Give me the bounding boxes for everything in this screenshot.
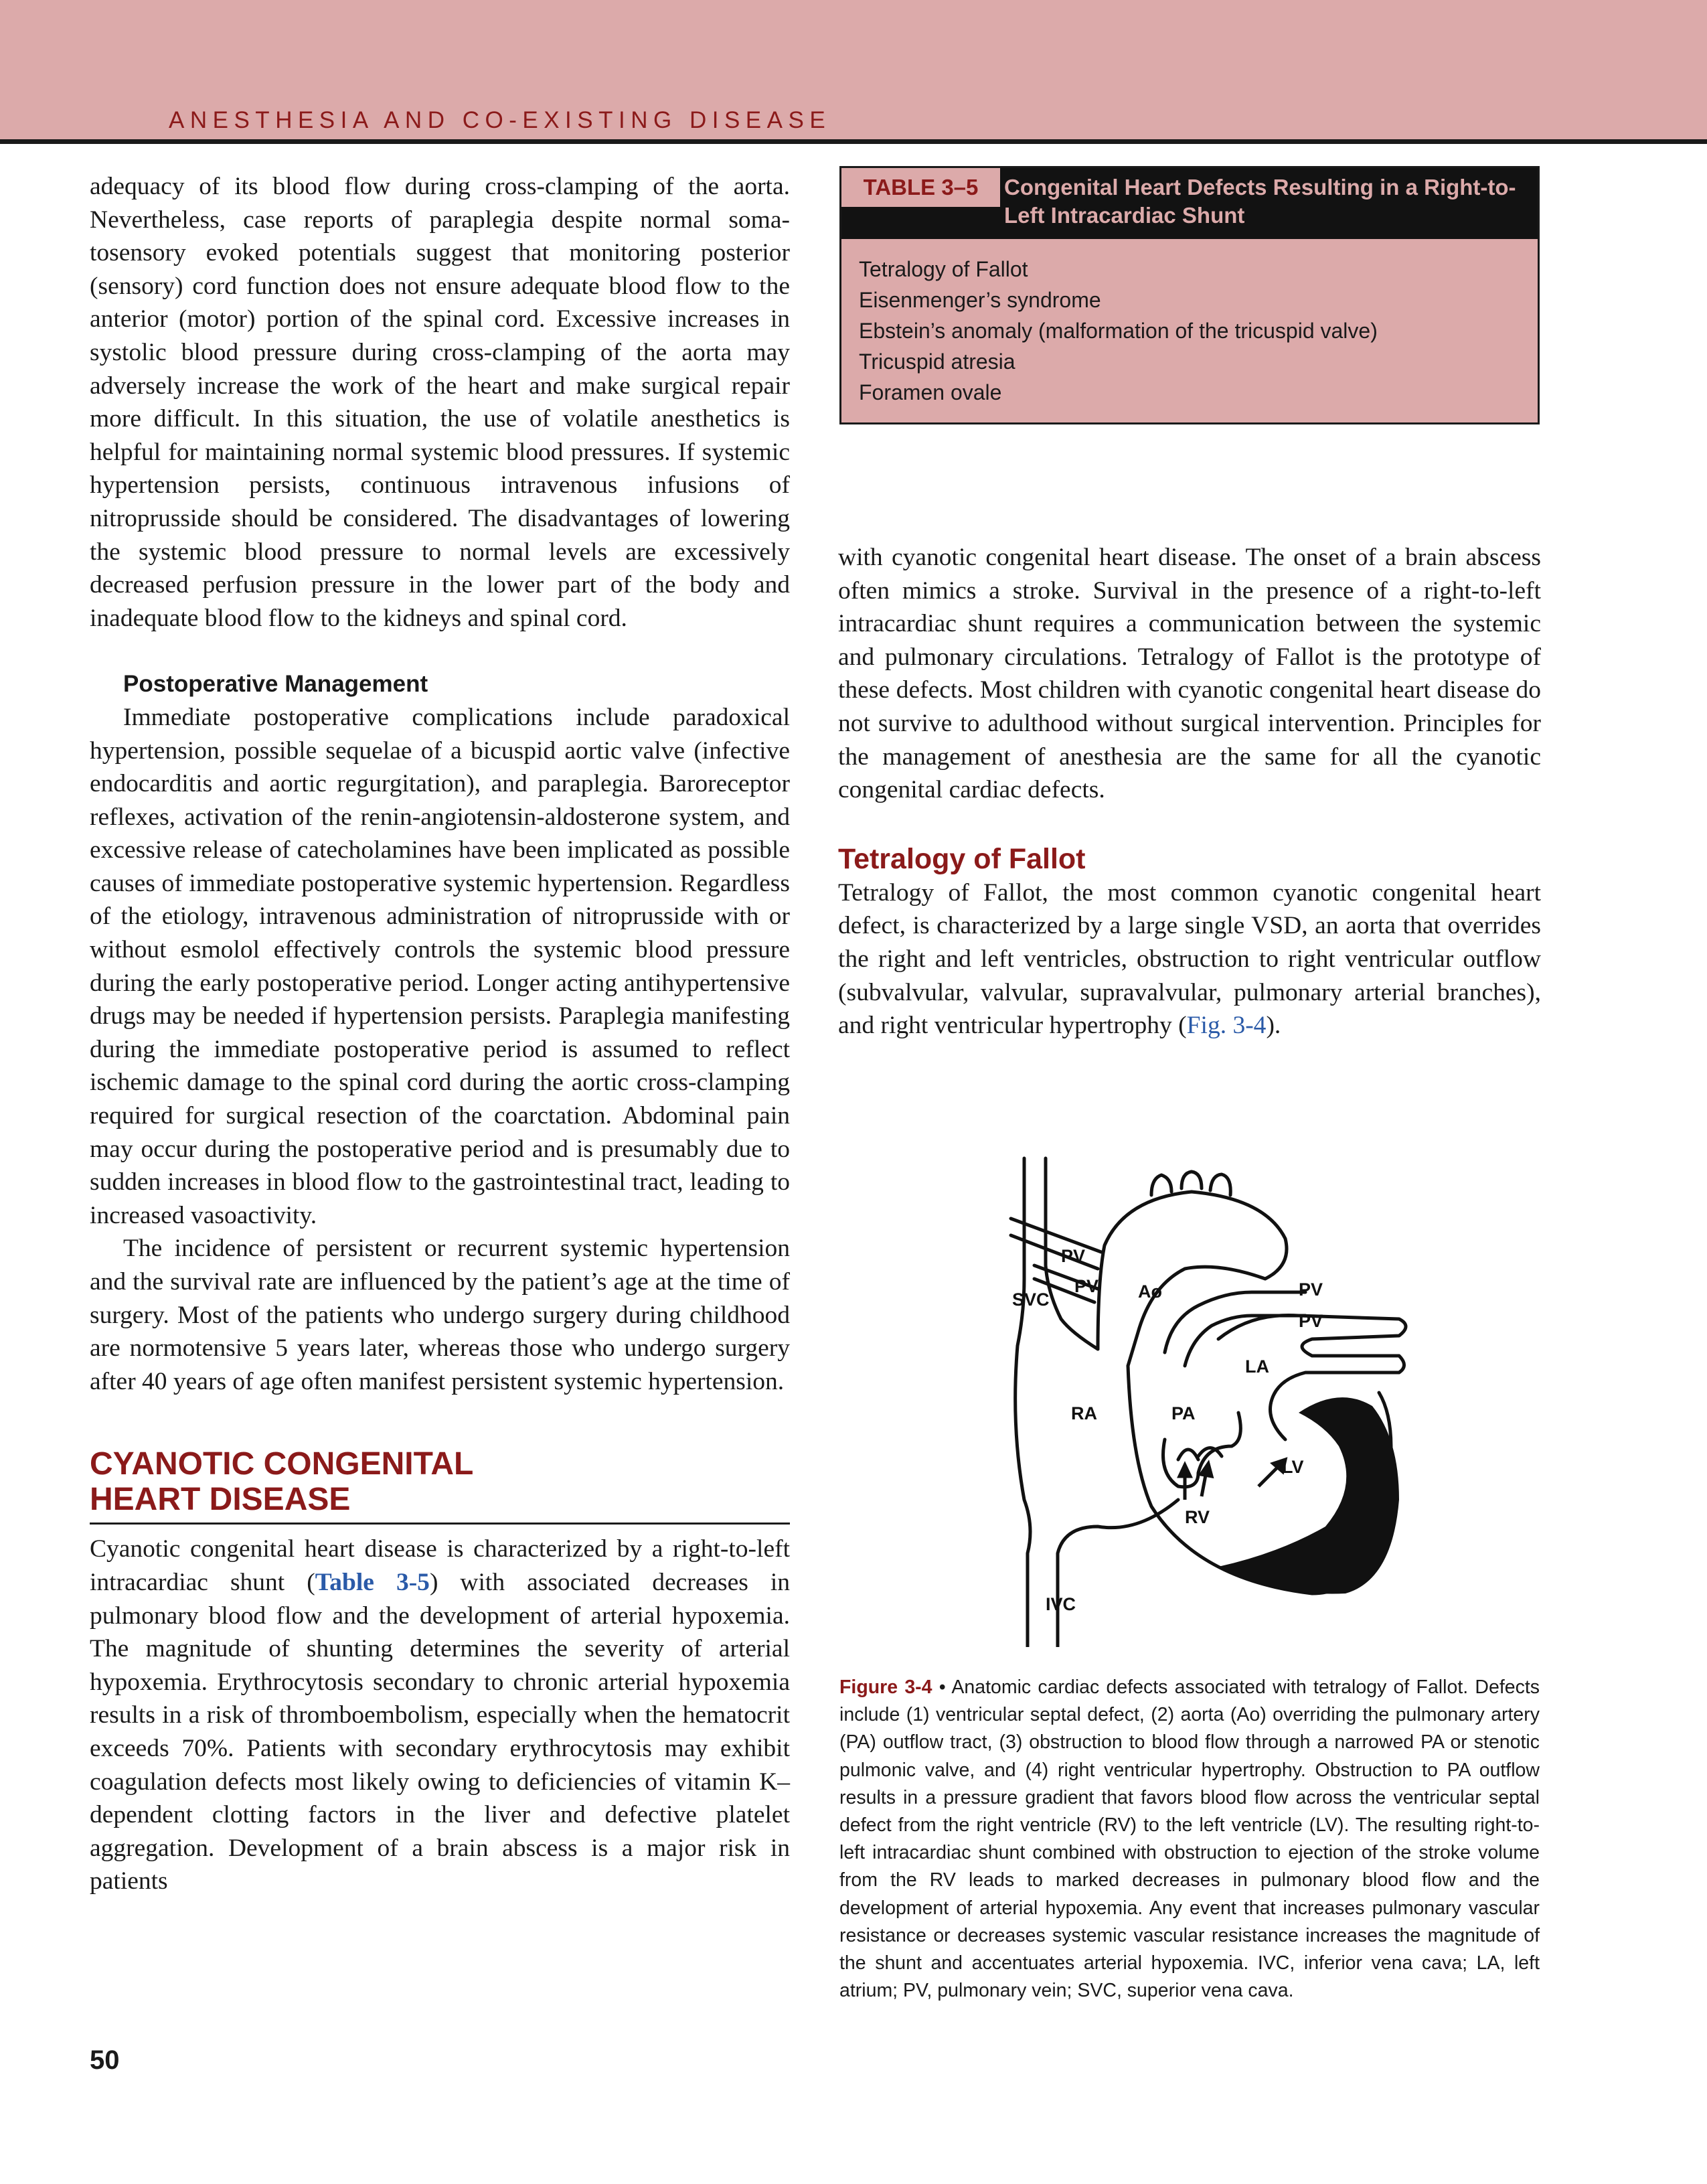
arch-vessel [1210,1174,1230,1195]
label-pv-4: PV [1299,1311,1323,1331]
text-run: Cyanotic congenital heart disease is characterized by a right-to-left intracardiac shunt ( [90,1535,790,1596]
valve-cusps [1178,1448,1222,1460]
heading-tetralogy-of-fallot: Tetralogy of Fallot [838,842,1086,875]
pulmonary-trunk [1165,1292,1305,1352]
table-row: Foramen ovale [859,380,1002,404]
label-ra: RA [1071,1403,1097,1423]
text-run: ) with associated decreases in pulmonary blood flow and the development of arterial hypoxemia. The magnitude of shunting determines the severity of arterial hypoxemia. Erythrocytosis secondary to chronic arterial hypoxemia results in a risk of thromboembolism, especially when the hematocrit exceeds 70%. Patients with secondary erythrocytosis may exhibit coagulation defects most likely owing to deficiencies of vitamin K–dependent clotting factors in the liver and defective platelet aggregation. Development of a brain abscess is a major risk in patients [90,1568,791,1895]
heart-diagram [997,1125,1426,1647]
label-pa: PA [1171,1403,1196,1423]
right-column [838,541,1541,1042]
figure-3-4-link[interactable]: Fig. 3-4 [1186,1012,1267,1040]
table-3-5-link[interactable]: Table 3-5 [315,1568,430,1596]
flow-arrowhead [1180,1465,1190,1476]
label-pv-2: PV [1074,1276,1099,1296]
heart-diagram-svg [997,1125,1426,1647]
subheading-postoperative-management: Postoperative Management [123,671,428,698]
table-row: Ebstein’s anomaly (malformation of the tricuspid valve) [859,319,1378,343]
label-ao: Ao [1138,1281,1162,1302]
page-number: 50 [90,2045,120,2075]
figure-caption [839,1674,1540,2005]
table-3-5 [839,166,1540,424]
table-title: Congenital Heart Defects Resulting in a Right-to-Left Intracardiac Shunt [1004,175,1516,228]
table-body [859,254,1524,408]
label-rv: RV [1185,1507,1210,1527]
table-header [841,168,1538,239]
label-pv-3: PV [1299,1279,1323,1300]
running-title: ANESTHESIA AND CO-EXISTING DISEASE [169,107,831,133]
section-title-line-2: HEART DISEASE [90,1482,351,1518]
body-paragraph [838,876,1541,1042]
section-title-line-1: CYANOTIC CONGENITAL [90,1446,474,1482]
left-column [90,170,790,1898]
left-ventricle-wall [1218,1397,1399,1593]
aorta-wall [1098,1192,1287,1366]
figure-caption-text: • Anatomic cardiac defects associated with tetralogy of Fallot. Defects include (1) ventricular septal defect, (2) aorta (Ao) overriding the pulmonary artery (PA) outflow tract, (3) obstruction to blood flow through a narrowed PA or stenotic pulmonic valve, and (4) right ventricular hypertrophy. Obstruction to PA outflow results in a pressure gradient that favors blood flow across the ventricular septal defect from the right ventricle (RV) to the left ventricle (LV). The resulting right-to-left intracardiac shunt combined with obstruction to ejection of the stroke volume from the RV leads to marked decreases in pulmonary blood flow and the development of arterial hypoxemia. Any event that increases pulmonary vascular resistance or decreases systemic vascular resistance increases the magnitude of the shunt and accentuates arterial hypoxemia. IVC, inferior vena cava; LA, left atrium; PV, pulmonary vein; SVC, superior vena cava. [839,1676,1540,2002]
table-row: Eisenmenger’s syndrome [859,288,1101,312]
body-paragraph: Immediate postoperative complications include paradoxical hypertension, possible sequelae of a bicuspid aortic valve (infective endocarditis and aortic regurgitation), and paraplegia. Baroreceptor reflexes, activation of the renin-angiotensin-aldosterone system, and excessive release of catecholamines have been implicated as possible causes of immediate postoperative systemic hypertension. Regardless of the etiology, intravenous administration of nitroprusside with or without esmolol effectively controls the systemic blood pressure during the early postoperative period. Longer acting antihypertensive drugs may be needed if hypertension persists. Paraplegia manifesting during the immediate postoperative period is assumed to reflect ischemic damage to the spinal cord during the aortic cross-clamping required for surgical resection of the coarctation. Abdominal pain may occur during the postoperative period and is presumably due to sudden increases in blood flow to the gastrointestinal tract, leading to increased vasoactivity. [90,703,790,1229]
label-pv-1: PV [1061,1246,1086,1266]
body-paragraph: adequacy of its blood flow during cross-clamping of the aorta. Nevertheless, case reports of paraplegia despite normal somatosensory evoked potentials suggest that monitoring posterior (sensory) cord function does not ensure adequate blood flow to the anterior (motor) portion of the spinal cord. Excessive increases in systolic blood pressure during cross-clamping of the aorta may adversely increase the work of the heart and make surgical repair more difficult. In this situation, the use of volatile anesthetics is helpful for maintaining normal systemic blood pressures. If systemic hypertension persists, continuous intravenous infusions of nitroprusside should be considered. The disadvantages of lowering the systemic blood pressure to normal levels are excessively decreased perfusion pressure in the lower part of the body and inadequate blood flow to the kidneys and spinal cord. [90,173,790,632]
arch-vessel [1182,1172,1202,1188]
label-la: LA [1245,1356,1269,1377]
table-row: Tricuspid atresia [859,349,1015,374]
label-svc: SVC [1012,1290,1050,1310]
body-paragraph [90,1533,790,1898]
arch-vessel [1151,1175,1171,1195]
flow-arrow [1258,1466,1279,1486]
body-paragraph: with cyanotic congenital heart disease. The onset of a brain abscess often mimics a stroke. Survival in the presence of a right-to-left intracardiac shunt requires a communication between the systemic and pulmonary circulations. Tetralogy of Fallot is the prototype of these defects. Most children with cyanotic congenital heart disease do not survive to adulthood without surgical intervention. Principles for the management of anesthesia are the same for all the cyanotic congenital cardiac defects. [838,544,1541,804]
label-lv: LV [1282,1457,1304,1477]
svc-left-wall [1015,1158,1030,1647]
body-paragraph: The incidence of persistent or recurrent systemic hypertension and the survival rate are influenced by the patient’s age at the time of surgery. Most of the patients who undergo surgery during childhood are normotensive 5 years later, whereas those who undergo surgery after 40 years of age often manifest persistent systemic hypertension. [90,1235,790,1395]
ivc-right-wall [1058,1500,1178,1647]
label-ivc: IVC [1046,1594,1076,1614]
figure-caption-label: Figure 3-4 [839,1676,932,1698]
text-run: Tetralogy of Fallot, the most common cyanotic congenital heart defect, is characterized by a large single VSD, an aorta that overrides the right and left ventricles, obstruction to right ventricular outflow (subvalvular, valvular, supravalvular, pulmonary arterial branches), and right ventricular hypertrophy ( [838,878,1541,1040]
table-label: TABLE 3–5 [841,168,1000,207]
text-run: ). [1266,1012,1281,1040]
section-title [90,1446,790,1525]
table-row: Tetralogy of Fallot [859,257,1028,281]
